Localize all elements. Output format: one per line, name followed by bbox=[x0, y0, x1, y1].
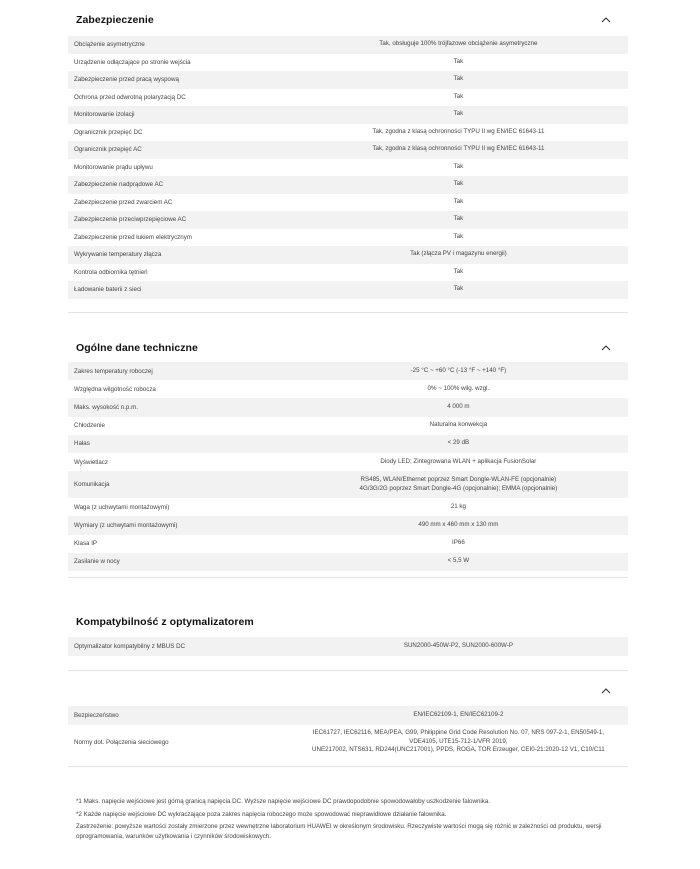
spec-value-line: Tak bbox=[453, 285, 464, 293]
table-row bbox=[68, 211, 628, 229]
section-title: Zabezpieczenie bbox=[76, 14, 154, 26]
chevron-up-icon[interactable] bbox=[600, 685, 612, 697]
spec-label: Wymiary (z uchwytami montażowymi) bbox=[74, 521, 178, 529]
spec-value bbox=[309, 458, 628, 467]
spec-label: Zakres temperatury roboczej bbox=[74, 367, 153, 375]
spec-label: Monitorowanie prądu upływu bbox=[74, 163, 153, 171]
footnotes bbox=[76, 797, 636, 844]
table-row bbox=[68, 453, 628, 471]
spec-value bbox=[309, 250, 628, 259]
spec-value bbox=[309, 385, 628, 394]
spec-table-general bbox=[68, 362, 628, 571]
table-row bbox=[68, 89, 628, 107]
spec-value-line: UNE217002, NTS631, RD244(UNC217001), PPDS, ROGA, TOR Erzeuger, CEI0-21:2020-12 V1, C10/C11 bbox=[312, 746, 605, 754]
spec-label: Ładowanie baterii z sieci bbox=[74, 286, 142, 294]
spec-value-line: Tak, zgodna z klasą ochronności TYPU II wg EN/IEC 61643-11 bbox=[372, 145, 545, 153]
spec-value-line: 4 000 m bbox=[447, 402, 470, 410]
spec-value bbox=[309, 539, 628, 548]
spec-value-line: < 5,5 W bbox=[447, 557, 470, 565]
spec-label: Ogranicznik przepięć AC bbox=[74, 146, 142, 154]
table-row bbox=[68, 725, 628, 759]
spec-label: Hałas bbox=[74, 440, 90, 448]
spec-label: Zabezpieczenie przed zwarciem AC bbox=[74, 198, 173, 206]
section-standards bbox=[76, 685, 622, 705]
spec-value-line: Diody LED; Zintegrowana WLAN + aplikacja FusionSolar bbox=[380, 457, 537, 465]
spec-value-line: Tak bbox=[453, 162, 464, 170]
section-divider bbox=[68, 577, 628, 578]
spec-label: Wykrywanie temperatury złącza bbox=[74, 251, 162, 259]
chevron-up-icon[interactable] bbox=[600, 14, 612, 26]
spec-label: Zasilanie w nocy bbox=[74, 558, 120, 566]
spec-value bbox=[309, 711, 628, 720]
spec-value bbox=[309, 521, 628, 530]
spec-value-line: SUN2000-450W-P2, SUN2000-600W-P bbox=[403, 642, 513, 649]
section-header[interactable] bbox=[76, 685, 622, 705]
table-row bbox=[68, 264, 628, 282]
spec-table-protection bbox=[68, 36, 628, 299]
spec-value bbox=[309, 268, 628, 277]
spec-label: Komunikacja bbox=[74, 481, 110, 489]
spec-value-line: Tak bbox=[453, 57, 464, 65]
table-row bbox=[68, 246, 628, 264]
spec-value-line: 21 kg bbox=[450, 502, 466, 510]
section-divider bbox=[68, 670, 628, 671]
table-row bbox=[68, 535, 628, 553]
spec-value-line: 4G/3G/2G poprzez Smart Dongle-4G (opcjonalnie); EMMA (opcjonalnie) bbox=[359, 484, 558, 492]
spec-label: Maks. wysokość n.p.m. bbox=[74, 403, 138, 411]
spec-table-optimizer bbox=[68, 637, 628, 656]
section-protection bbox=[76, 14, 622, 34]
spec-value-line: RS485, WLAN/Ethernet poprzez Smart Dongle-WLAN-FE (opcjonalnie) bbox=[360, 475, 557, 483]
spec-value bbox=[309, 40, 628, 49]
table-row bbox=[68, 281, 628, 299]
spec-value bbox=[309, 93, 628, 102]
spec-value-line: Tak bbox=[453, 92, 464, 100]
table-row bbox=[68, 141, 628, 159]
table-row bbox=[68, 498, 628, 516]
spec-value-line: Tak bbox=[453, 232, 464, 240]
spec-label: Obciążenie asymetryczne bbox=[74, 41, 145, 49]
spec-value bbox=[309, 421, 628, 430]
spec-label: Monitorowanie izolacji bbox=[74, 111, 135, 119]
table-row bbox=[68, 176, 628, 194]
spec-label: Normy dot. Połączenia sieciowego bbox=[74, 738, 169, 746]
table-row bbox=[68, 106, 628, 124]
spec-value bbox=[309, 285, 628, 294]
spec-value-line: Naturalna konwekcja bbox=[429, 421, 488, 429]
spec-value bbox=[309, 198, 628, 207]
spec-value bbox=[309, 729, 628, 756]
table-row bbox=[68, 380, 628, 398]
spec-value-line: 0% ~ 100% wilg. wzgl. bbox=[427, 384, 490, 392]
table-row bbox=[68, 637, 628, 656]
spec-value-line: Tak bbox=[453, 110, 464, 118]
spec-value bbox=[309, 128, 628, 137]
table-row bbox=[68, 71, 628, 89]
spec-label: Ochrona przed odwrotną polaryzacją DC bbox=[74, 93, 186, 101]
disclaimer: Zastrzeżenie: powyższe wartości zostały zmierzone przez wewnętrzne laboratorium HUAWEI w określonym środowisku. Rzeczywiste wartości mogą się różnić w zależności od produktu, wersji oprogramowania, warunków użytkowania i czynników środowiskowych. bbox=[76, 823, 602, 840]
table-row bbox=[68, 229, 628, 247]
spec-value bbox=[309, 180, 628, 189]
section-header[interactable] bbox=[76, 616, 622, 636]
spec-label: Chłodzenie bbox=[74, 422, 105, 430]
footnote: *2 Każde napięcie wejściowe DC wykraczające poza zakres napięcia roboczego może spowodować nieprawidłowe działanie falownika. bbox=[76, 810, 447, 818]
spec-value-line: Tak bbox=[453, 267, 464, 275]
section-general bbox=[76, 342, 622, 362]
table-row bbox=[68, 471, 628, 498]
spec-value bbox=[309, 439, 628, 448]
footnote: *1 Maks. napięcie wejściowe jest górną granicą napięcia DC. Wyższe napięcie wejściowe DC prawdopodobnie spowodowałoby uszkodzenie falownika. bbox=[76, 798, 491, 805]
spec-value bbox=[309, 557, 628, 566]
spec-label: Optymalizator kompatybilny z MBUS DC bbox=[74, 643, 186, 650]
spec-value bbox=[309, 476, 628, 494]
chevron-up-icon[interactable] bbox=[600, 342, 612, 354]
section-optimizer bbox=[76, 616, 622, 636]
spec-label: Urządzenie odłączające po stronie wejścia bbox=[74, 58, 191, 66]
spec-value-line: 490 mm x 460 mm x 130 mm bbox=[418, 520, 499, 528]
section-title: Kompatybilność z optymalizatorem bbox=[76, 616, 254, 628]
table-row bbox=[68, 36, 628, 54]
spec-value-line: Tak, zgodna z klasą ochronności TYPU II wg EN/IEC 61643-11 bbox=[372, 127, 545, 135]
table-row bbox=[68, 553, 628, 571]
section-divider bbox=[68, 312, 628, 313]
spec-value bbox=[309, 163, 628, 172]
spec-value bbox=[309, 110, 628, 119]
spec-value bbox=[309, 215, 628, 224]
spec-value-line: Tak (złącza PV i magazynu energii) bbox=[410, 250, 507, 258]
spec-value bbox=[309, 75, 628, 84]
table-row bbox=[68, 124, 628, 142]
spec-value-line: < 29 dB bbox=[447, 439, 470, 447]
spec-label: Kontrola odbiornika tętnień bbox=[74, 268, 148, 276]
spec-value-line: IP66 bbox=[452, 539, 465, 547]
table-row bbox=[68, 398, 628, 416]
spec-value bbox=[309, 233, 628, 242]
section-header[interactable] bbox=[76, 342, 622, 362]
table-row bbox=[68, 516, 628, 534]
spec-value-line: Tak, obsługuje 100% trójfazowe obciążenie asymetryczne bbox=[379, 40, 538, 48]
table-row bbox=[68, 706, 628, 725]
table-row bbox=[68, 435, 628, 453]
spec-value bbox=[309, 503, 628, 512]
spec-value-line: Tak bbox=[453, 75, 464, 83]
table-row bbox=[68, 194, 628, 212]
spec-label: Zabezpieczenie przeciwprzepięciowe AC bbox=[74, 216, 187, 224]
table-row bbox=[68, 362, 628, 380]
spec-table-standards bbox=[68, 706, 628, 759]
spec-value bbox=[309, 58, 628, 67]
spec-value-line: EN/IEC62109-1, EN/IEC62109-2 bbox=[413, 711, 504, 718]
table-row bbox=[68, 417, 628, 435]
table-row bbox=[68, 159, 628, 177]
spec-value-line: Tak bbox=[453, 180, 464, 188]
spec-label: Klasa IP bbox=[74, 540, 98, 548]
spec-value-line: Tak bbox=[453, 197, 464, 205]
spec-value bbox=[309, 403, 628, 412]
spec-label: Wyświetlacz bbox=[74, 458, 108, 466]
table-row bbox=[68, 54, 628, 72]
spec-label: Zabezpieczenie przed pracą wyspową bbox=[74, 76, 179, 84]
spec-value-line: -25 °C ~ +60 °C (-13 °F ~ +140 °F) bbox=[410, 366, 507, 374]
section-divider bbox=[68, 766, 628, 767]
spec-label: Względna wilgotność robocza bbox=[74, 385, 156, 393]
spec-value bbox=[309, 367, 628, 376]
spec-value bbox=[309, 145, 628, 154]
spec-value-line: Tak bbox=[453, 215, 464, 223]
spec-label: Ogranicznik przepięć DC bbox=[74, 128, 143, 136]
spec-value bbox=[309, 642, 628, 651]
spec-label: Waga (z uchwytami montażowymi) bbox=[74, 503, 170, 511]
spec-value-line: IEC61727, IEC62116, MEA/PEA, G99, Philippine Grid Code Resolution No. 07, NRS 097-2-1, EN50549-1, VDE4105, UTE15-712-1/VFR 2019, bbox=[312, 728, 604, 745]
section-header[interactable] bbox=[76, 14, 622, 34]
section-title: Ogólne dane techniczne bbox=[76, 342, 198, 354]
spec-label: Zabezpieczenie nadprądowe AC bbox=[74, 181, 164, 189]
spec-label: Zabezpieczenie przed łukiem elektrycznym bbox=[74, 233, 192, 241]
spec-label: Bezpieczeństwo bbox=[74, 712, 119, 719]
